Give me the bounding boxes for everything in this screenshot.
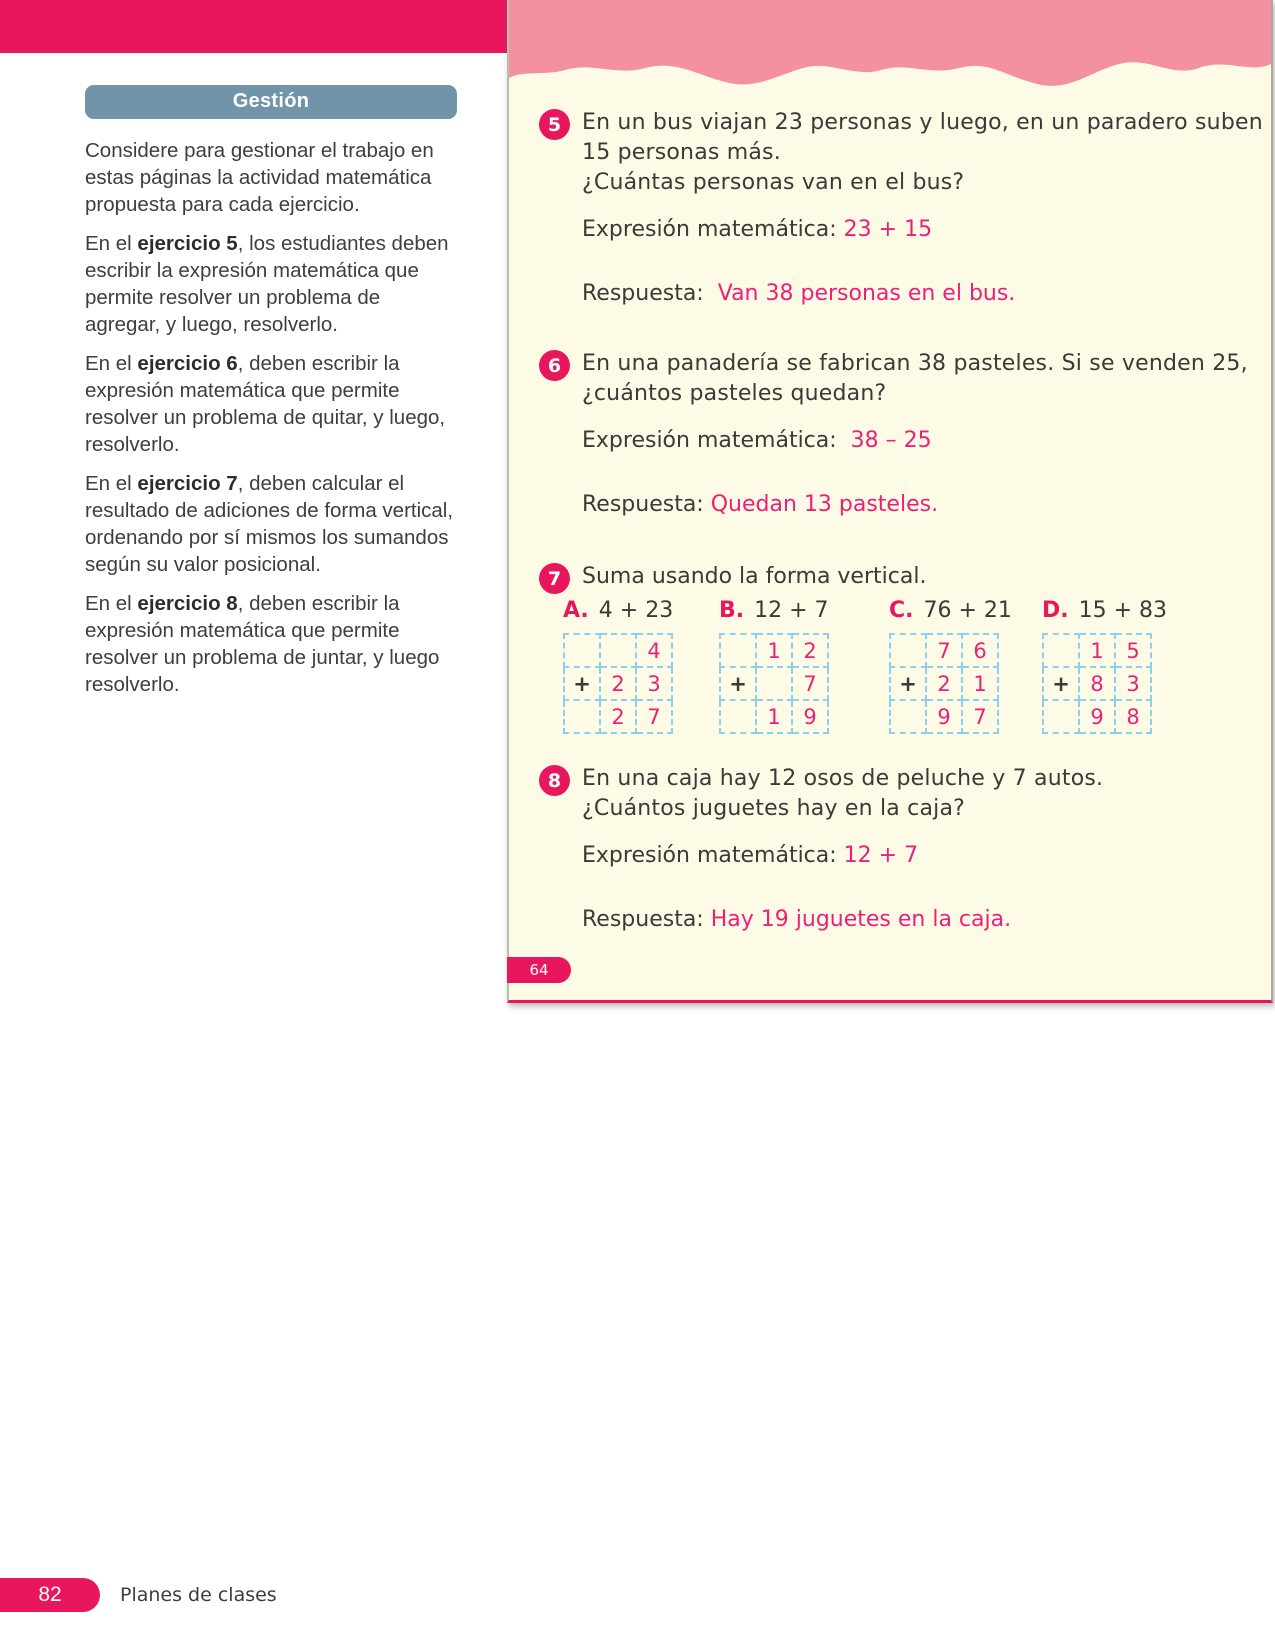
exercise-6-body <box>582 349 1271 520</box>
grid-cell: 4 <box>636 634 672 667</box>
grid-cell: 2 <box>600 700 636 733</box>
grid-cell <box>756 667 792 700</box>
grid-cell <box>564 634 600 667</box>
problem-expression: 15 + 83 <box>1078 598 1168 623</box>
grid-row <box>564 634 672 667</box>
sidebar-paragraph <box>85 137 457 218</box>
exercise-7-number-badge: 7 <box>539 563 570 594</box>
paragraph-prefix: En el <box>85 232 138 255</box>
problem-expression: 12 + 7 <box>754 598 829 623</box>
grid-result-row <box>720 700 828 733</box>
grid-cell <box>1043 700 1079 733</box>
exercise-6-line: ¿cuántos pasteles quedan? <box>582 381 887 406</box>
grid-cell <box>1043 634 1079 667</box>
exercise-8-expression-row <box>582 841 1271 871</box>
exercise-8-answer-row <box>582 905 1271 935</box>
paragraph-prefix: En el <box>85 472 138 495</box>
answer-label: Respuesta: <box>582 907 704 932</box>
grid-row <box>564 667 672 700</box>
sidebar-paragraph <box>85 590 457 698</box>
answer-label: Respuesta: <box>582 281 704 306</box>
grid-result-row <box>564 700 672 733</box>
exercise-5-body <box>582 108 1271 309</box>
answer-text: Hay 19 juguetes en la caja. <box>710 907 1012 932</box>
grid-row <box>1043 667 1151 700</box>
grid-cell: 8 <box>1115 700 1151 733</box>
footer-page-number-badge: 82 <box>0 1578 100 1612</box>
grid-row <box>890 634 998 667</box>
expression-label: Expresión matemática: <box>582 843 837 868</box>
grid-result-row <box>890 700 998 733</box>
grid-cell-plus: + <box>720 667 756 700</box>
problem-d <box>1042 596 1168 734</box>
grid-cell: 2 <box>792 634 828 667</box>
exercise-6-expression-row <box>582 426 1271 456</box>
grid-cell <box>890 700 926 733</box>
expression-label: Expresión matemática: <box>582 428 837 453</box>
grid-cell: 1 <box>1079 634 1115 667</box>
paragraph-bold: ejercicio 8 <box>137 592 238 615</box>
paragraph-prefix: En el <box>85 592 138 615</box>
expression-answer: 38 – 25 <box>850 428 932 453</box>
grid-cell: 9 <box>1079 700 1115 733</box>
expression-answer: 12 + 7 <box>843 843 919 868</box>
sidebar-paragraph <box>85 230 457 338</box>
exercise-7-title: Suma usando la forma vertical. <box>582 564 927 589</box>
footer-label: Planes de clases <box>120 1584 277 1606</box>
grid-cell: 6 <box>962 634 998 667</box>
sidebar-paragraph <box>85 350 457 458</box>
exercise-5-answer-row <box>582 279 1271 309</box>
grid-row <box>890 667 998 700</box>
problem-a <box>563 596 719 734</box>
vertical-addition-grid-b <box>719 633 829 734</box>
worksheet-content <box>509 0 1271 935</box>
grid-cell-plus: + <box>1043 667 1079 700</box>
paragraph-text: , deben calcular el resultado de adiciones de forma vertical, ordenando por sí mismos los sumandos según su valor posicional. <box>85 472 454 576</box>
grid-cell: 7 <box>792 667 828 700</box>
exercise-7-body <box>582 562 1271 592</box>
gestion-header <box>85 85 457 119</box>
grid-cell: 7 <box>926 634 962 667</box>
paragraph-bold: ejercicio 5 <box>137 232 238 255</box>
exercise-6 <box>539 349 1271 520</box>
exercise-5-line: 15 personas más. <box>582 140 781 165</box>
answer-text: Quedan 13 pasteles. <box>710 492 939 517</box>
exercise-5-expression-row <box>582 215 1271 245</box>
sidebar-paragraph <box>85 470 457 578</box>
exercise-8-line: ¿Cuántos juguetes hay en la caja? <box>582 796 966 821</box>
grid-cell: 7 <box>962 700 998 733</box>
grid-cell: 5 <box>1115 634 1151 667</box>
paragraph-text: , deben escribir la expresión matemática que permite resolver un problema de juntar, y luego resolverlo. <box>85 592 440 696</box>
exercise-7-problems <box>539 596 1271 734</box>
problem-b <box>719 596 889 734</box>
grid-row <box>1043 634 1151 667</box>
exercise-8-number-badge: 8 <box>539 765 570 796</box>
problem-c <box>889 596 1042 734</box>
paragraph-bold: ejercicio 6 <box>137 352 238 375</box>
exercise-6-number-badge: 6 <box>539 350 570 381</box>
problem-d-head <box>1042 596 1168 626</box>
grid-cell: 9 <box>926 700 962 733</box>
grid-cell: 1 <box>962 667 998 700</box>
paragraph-text: , los estudiantes deben escribir la expresión matemática que permite resolver un problema de agregar, y luego, resolverlo. <box>85 232 449 336</box>
grid-cell: 3 <box>636 667 672 700</box>
grid-cell <box>890 634 926 667</box>
grid-cell-plus: + <box>890 667 926 700</box>
footer <box>0 1578 277 1612</box>
exercise-6-answer-row <box>582 490 1271 520</box>
grid-cell <box>720 700 756 733</box>
problem-letter: D. <box>1042 598 1069 623</box>
grid-row <box>720 634 828 667</box>
exercise-8-body <box>582 764 1271 935</box>
student-worksheet-page <box>507 0 1273 1003</box>
grid-result-row <box>1043 700 1151 733</box>
problem-letter: A. <box>563 598 589 623</box>
problem-b-head <box>719 596 889 626</box>
grid-cell: 1 <box>756 634 792 667</box>
vertical-addition-grid-c <box>889 633 999 734</box>
grid-cell: 7 <box>636 700 672 733</box>
problem-letter: C. <box>889 598 914 623</box>
grid-cell: 9 <box>792 700 828 733</box>
exercise-6-line: En una panadería se fabrican 38 pasteles. Si se venden 25, <box>582 351 1248 376</box>
expression-answer: 23 + 15 <box>843 217 933 242</box>
vertical-addition-grid-a <box>563 633 673 734</box>
problem-expression: 76 + 21 <box>923 598 1012 623</box>
grid-cell <box>720 634 756 667</box>
vertical-addition-grid-d <box>1042 633 1152 734</box>
top-left-accent-bar <box>0 0 507 53</box>
gestion-header-label: Gestión <box>232 90 310 112</box>
worksheet-page-number-badge: 64 <box>507 957 571 983</box>
grid-cell: 3 <box>1115 667 1151 700</box>
exercise-5-line: ¿Cuántas personas van en el bus? <box>582 170 965 195</box>
problem-a-head <box>563 596 719 626</box>
grid-cell: 8 <box>1079 667 1115 700</box>
answer-text: Van 38 personas en el bus. <box>717 281 1016 306</box>
exercise-8-line: En una caja hay 12 osos de peluche y 7 autos. <box>582 766 1104 791</box>
paragraph-text: , deben escribir la expresión matemática que permite resolver un problema de quitar, y luego, resolverlo. <box>85 352 446 456</box>
grid-cell <box>600 634 636 667</box>
grid-cell <box>564 700 600 733</box>
paragraph-bold: ejercicio 7 <box>137 472 238 495</box>
problem-letter: B. <box>719 598 745 623</box>
grid-row <box>720 667 828 700</box>
grid-cell: 1 <box>756 700 792 733</box>
grid-cell: 2 <box>600 667 636 700</box>
grid-cell-plus: + <box>564 667 600 700</box>
exercise-5-line: En un bus viajan 23 personas y luego, en un paradero suben <box>582 110 1263 135</box>
answer-label: Respuesta: <box>582 492 704 517</box>
teacher-sidebar <box>85 85 457 710</box>
exercise-5 <box>539 108 1271 309</box>
expression-label: Expresión matemática: <box>582 217 837 242</box>
exercise-8 <box>539 764 1271 935</box>
grid-cell: 2 <box>926 667 962 700</box>
problem-c-head <box>889 596 1042 626</box>
problem-expression: 4 + 23 <box>598 598 674 623</box>
exercise-5-number-badge: 5 <box>539 109 570 140</box>
paragraph-text: Considere para gestionar el trabajo en estas páginas la actividad matemática propuesta para cada ejercicio. <box>85 139 434 216</box>
exercise-7 <box>539 562 1271 594</box>
paragraph-prefix: En el <box>85 352 138 375</box>
